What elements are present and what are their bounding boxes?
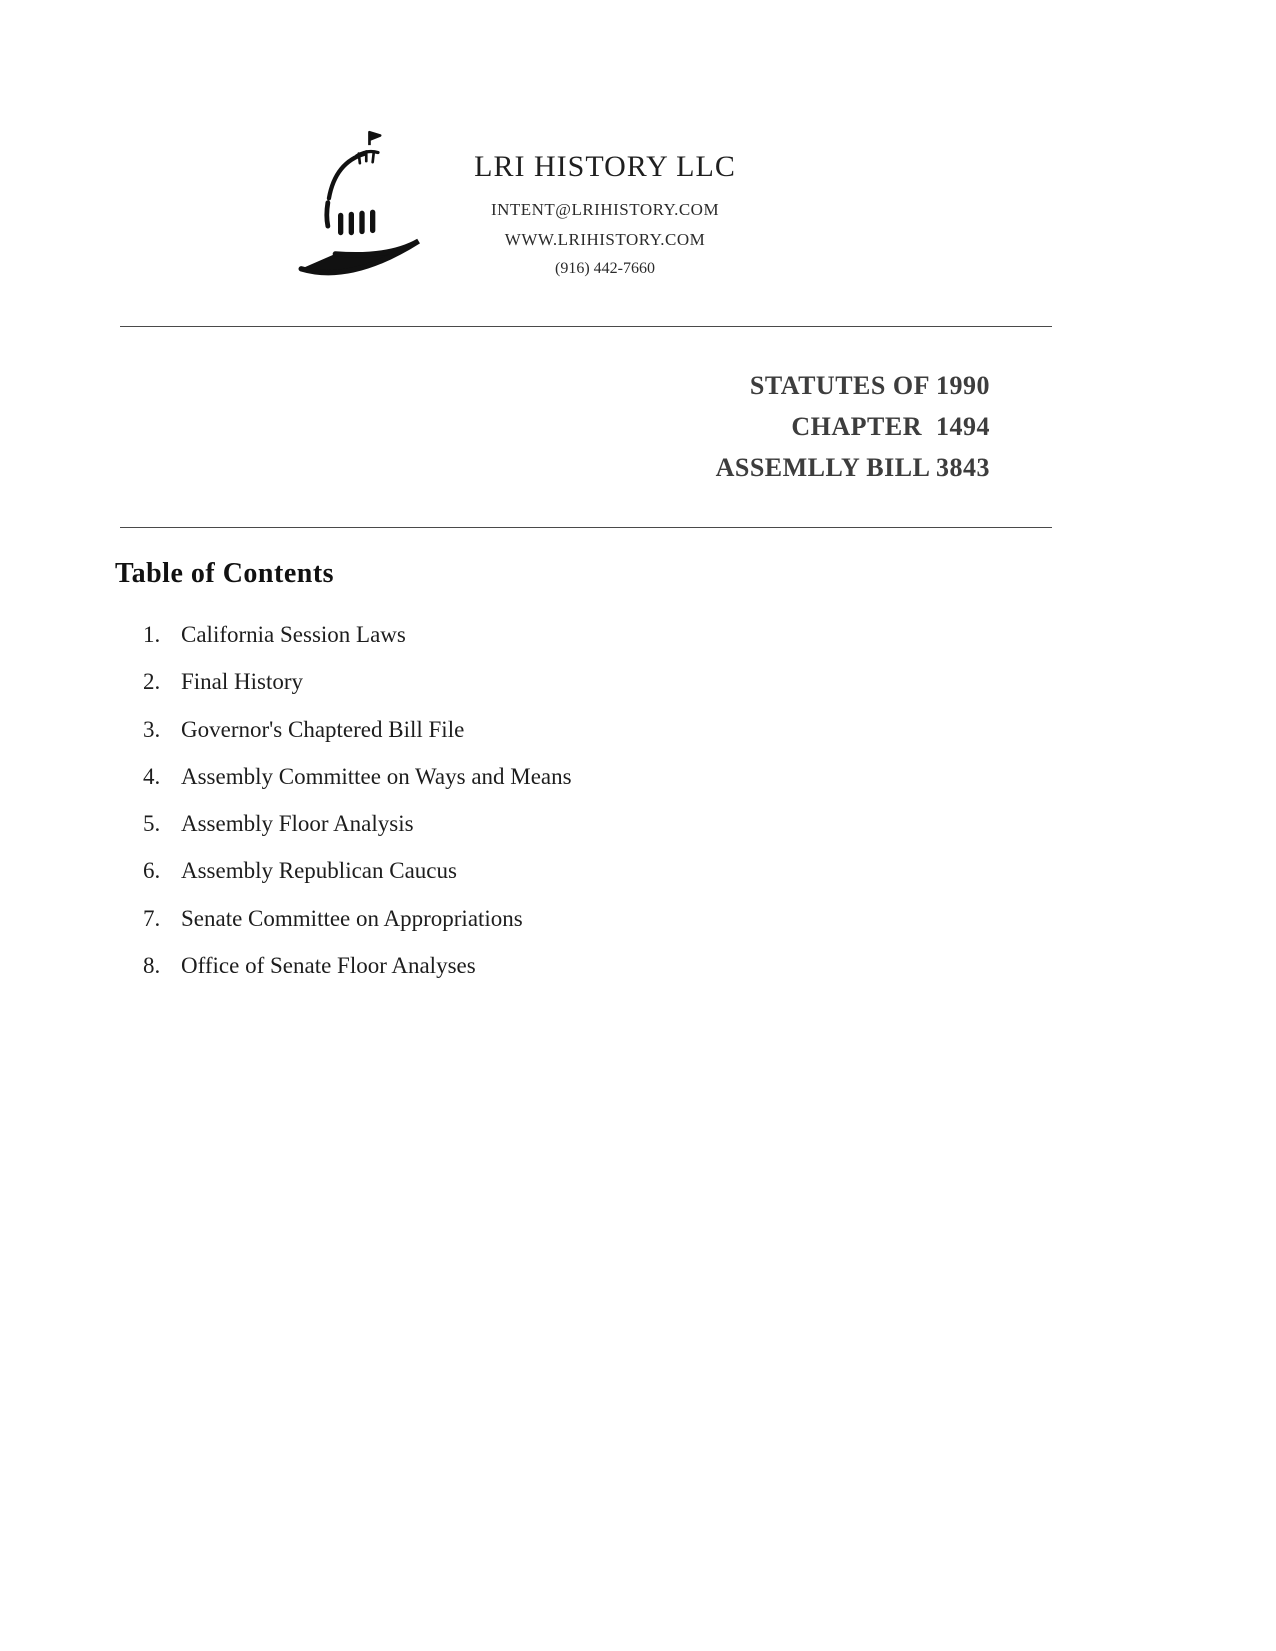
company-phone: (916) 442-7660 <box>555 260 655 277</box>
toc-item-number: 7. <box>143 905 161 931</box>
toc-item <box>143 858 943 905</box>
toc-item-label: Assembly Republican Caucus <box>181 858 457 884</box>
letterhead <box>420 150 790 278</box>
toc-item-number: 3. <box>143 716 161 742</box>
toc-item <box>143 906 943 953</box>
toc-list <box>143 622 943 1000</box>
toc-item <box>143 717 943 764</box>
statute-reference-block <box>716 365 990 488</box>
company-name: LRI HISTORY LLC <box>474 150 736 183</box>
toc-item-label: Assembly Committee on Ways and Means <box>181 763 572 789</box>
toc-item-label: California Session Laws <box>181 622 406 647</box>
toc-item <box>143 669 943 716</box>
company-email: INTENT@LRIHISTORY.COM <box>490 200 720 219</box>
toc-item <box>143 811 943 858</box>
toc-title: Table of Contents <box>115 558 335 589</box>
divider-bottom <box>120 527 1052 528</box>
capitol-dome-logo-icon <box>292 128 432 288</box>
toc-item-number: 4. <box>143 763 161 789</box>
toc-item-label: Assembly Floor Analysis <box>181 811 414 837</box>
toc-item-number: 2. <box>143 669 161 695</box>
toc-item-label: Senate Committee on Appropriations <box>181 905 523 931</box>
toc-item-label: Governor's Chaptered Bill File <box>181 716 465 742</box>
toc-item-label: Final History <box>181 669 304 695</box>
toc-item-number: 8. <box>143 953 161 979</box>
company-website: WWW.LRIHISTORY.COM <box>504 230 706 249</box>
chapter-line: CHAPTER 1494 <box>791 412 990 441</box>
toc-item <box>143 953 943 1000</box>
toc-item <box>143 622 943 669</box>
divider-top <box>120 326 1052 327</box>
toc-item <box>143 764 943 811</box>
assembly-bill-line: ASSEMLLY BILL 3843 <box>715 453 990 482</box>
toc-item-number: 1. <box>143 622 161 647</box>
toc-item-number: 5. <box>143 811 161 837</box>
statutes-line: STATUTES OF 1990 <box>749 371 990 400</box>
toc-item-label: Office of Senate Floor Analyses <box>181 953 476 979</box>
toc-item-number: 6. <box>143 858 161 884</box>
